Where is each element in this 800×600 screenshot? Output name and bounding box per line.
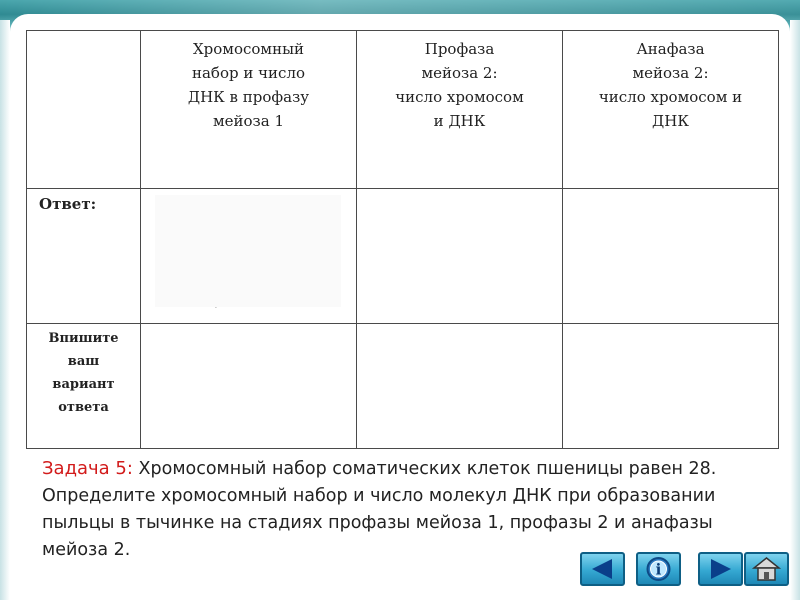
next-button[interactable] <box>698 552 743 586</box>
prev-button[interactable] <box>580 552 625 586</box>
header-line: ДНК в профазу <box>187 88 310 106</box>
answer-row-label: Ответ: <box>27 189 141 324</box>
task-text <box>42 455 782 564</box>
header-line: Профаза <box>424 40 495 58</box>
left-frame <box>0 20 10 600</box>
header-line: Хромосомный <box>192 40 305 58</box>
header-line: мейоза 2: <box>632 64 709 82</box>
input-cell-prophase-1[interactable] <box>141 324 357 449</box>
input-label-line: ответа <box>58 400 109 415</box>
svg-text:i: i <box>655 560 662 579</box>
right-frame <box>790 20 800 600</box>
input-label-line: Впишите <box>48 331 119 346</box>
header-anaphase-2 <box>563 31 779 189</box>
back-arrow-icon <box>582 554 623 584</box>
input-label-line: ваш <box>67 354 100 369</box>
header-line: мейоза 2: <box>421 64 498 82</box>
forward-arrow-icon <box>700 554 741 584</box>
corner-cell <box>27 31 141 189</box>
header-line: Анафаза <box>636 40 705 58</box>
answer-cell-anaphase-2[interactable] <box>563 189 779 324</box>
header-prophase-1 <box>141 31 357 189</box>
task-number: Задача 5: <box>42 458 133 479</box>
answer-cell-prophase-1[interactable] <box>141 189 357 324</box>
home-button[interactable] <box>744 552 789 586</box>
input-cell-prophase-2[interactable] <box>357 324 563 449</box>
answer-table <box>26 30 779 449</box>
input-label-line: вариант <box>52 377 115 392</box>
info-icon <box>638 554 679 584</box>
dot-mark: . <box>215 303 217 310</box>
hidden-answer-cover[interactable] <box>155 195 341 310</box>
answer-row <box>27 189 779 324</box>
header-line: ДНК <box>652 112 689 130</box>
input-cell-anaphase-2[interactable] <box>563 324 779 449</box>
header-row <box>27 31 779 189</box>
info-button[interactable] <box>636 552 681 586</box>
input-row <box>27 324 779 449</box>
answer-cell-prophase-2[interactable] <box>357 189 563 324</box>
input-row-label <box>27 324 141 449</box>
header-line: набор и число <box>191 64 305 82</box>
header-prophase-2 <box>357 31 563 189</box>
header-line: мейоза 1 <box>212 112 284 130</box>
task-body: Хромосомный набор соматических клеток пшеницы равен 28. Определите хромосомный набор и число молекул ДНК при образовании пыльцы в тычинке на стадиях профазы мейоза 1, профазы 2 и анафазы мейоза 2. <box>42 459 717 560</box>
home-icon <box>746 554 787 584</box>
header-line: и ДНК <box>433 112 486 130</box>
header-line: число хромосом <box>395 88 524 106</box>
header-line: число хромосом и <box>598 88 743 106</box>
